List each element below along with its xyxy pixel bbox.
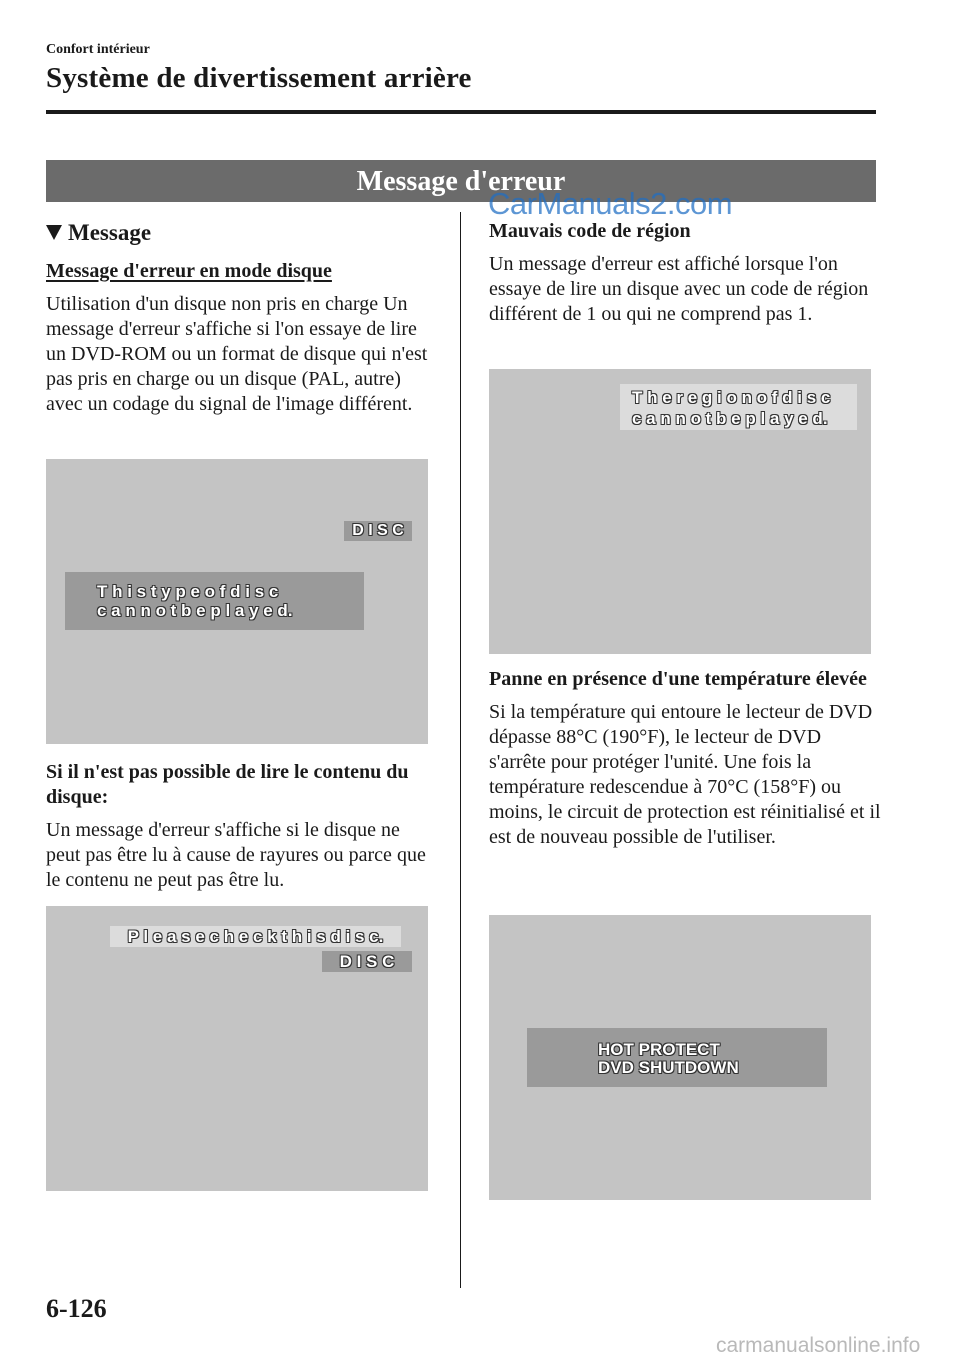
left-column-lower	[46, 760, 436, 893]
unsupported-disc-message: T h i s t y p e o f d i s c c a n n o t b e p l a y e d.	[65, 572, 364, 630]
right-column-lower	[489, 667, 881, 850]
watermark-text: CarManuals2.com	[488, 186, 733, 221]
high-temp-paragraph: Si la température qui entoure le lecteur de DVD dépasse 88°C (190°F), le lecteur de DVD s'arrête pour protéger l'unité. Une fois la température redescendue à 70°C (158°F) ou moins, le circuit de protection est réinitialisé et il est de nouveau possible de l'utiliser.	[489, 701, 881, 848]
message-heading-text: Message	[68, 220, 152, 245]
region-code-heading: Mauvais code de région	[489, 220, 691, 242]
hot-protect-message: HOT PROTECT DVD SHUTDOWN	[527, 1028, 827, 1087]
right-column	[489, 219, 881, 327]
region-error-message: T h e r e g i o n o f d i s c c a n n o t b e p l a y e d.	[620, 384, 857, 430]
disc-label-badge-2: D I S C	[322, 951, 412, 972]
error-screen-region	[489, 369, 871, 654]
section-banner: Message d'erreur	[46, 160, 876, 202]
check-disc-message: P l e a s e c h e c k t h i s d i s c.	[110, 926, 401, 947]
chapter-title: Confort intérieur	[46, 42, 150, 57]
header-rule	[46, 110, 876, 114]
unsupported-disc-paragraph: Utilisation d'un disque non pris en charge Un message d'erreur s'affiche si l'on essaye de lire un DVD-ROM ou un format de disque qui n'est pas pris en charge ou un disque (PAL, autre) avec un codage du signal de l'image différent.	[46, 293, 428, 415]
triangle-down-icon	[46, 225, 62, 240]
unreadable-disc-heading: Si il n'est pas possible de lire le contenu du disque:	[46, 761, 409, 808]
footer-site-text: carmanualsonline.info	[716, 1334, 921, 1357]
disc-mode-subheading: Message d'erreur en mode disque	[46, 260, 332, 282]
section-title: Système de divertissement arrière	[46, 62, 472, 94]
message-heading	[46, 220, 436, 245]
page-number: 6-126	[46, 1294, 107, 1323]
error-screen-unsupported	[46, 459, 428, 744]
disc-label-badge: D I S C	[344, 521, 412, 541]
region-code-paragraph: Un message d'erreur est affiché lorsque l'on essaye de lire un disque avec un code de région différent de 1 ou qui ne comprend pas 1.	[489, 253, 869, 325]
unreadable-disc-paragraph: Un message d'erreur s'affiche si le disque ne peut pas être lu à cause de rayures ou parce que le contenu ne peut pas être lu.	[46, 819, 426, 891]
column-divider	[460, 212, 461, 1288]
left-column	[46, 220, 436, 417]
high-temp-heading: Panne en présence d'une température élevée	[489, 668, 867, 690]
error-screen-check-disc	[46, 906, 428, 1191]
error-screen-hot-protect	[489, 915, 871, 1200]
